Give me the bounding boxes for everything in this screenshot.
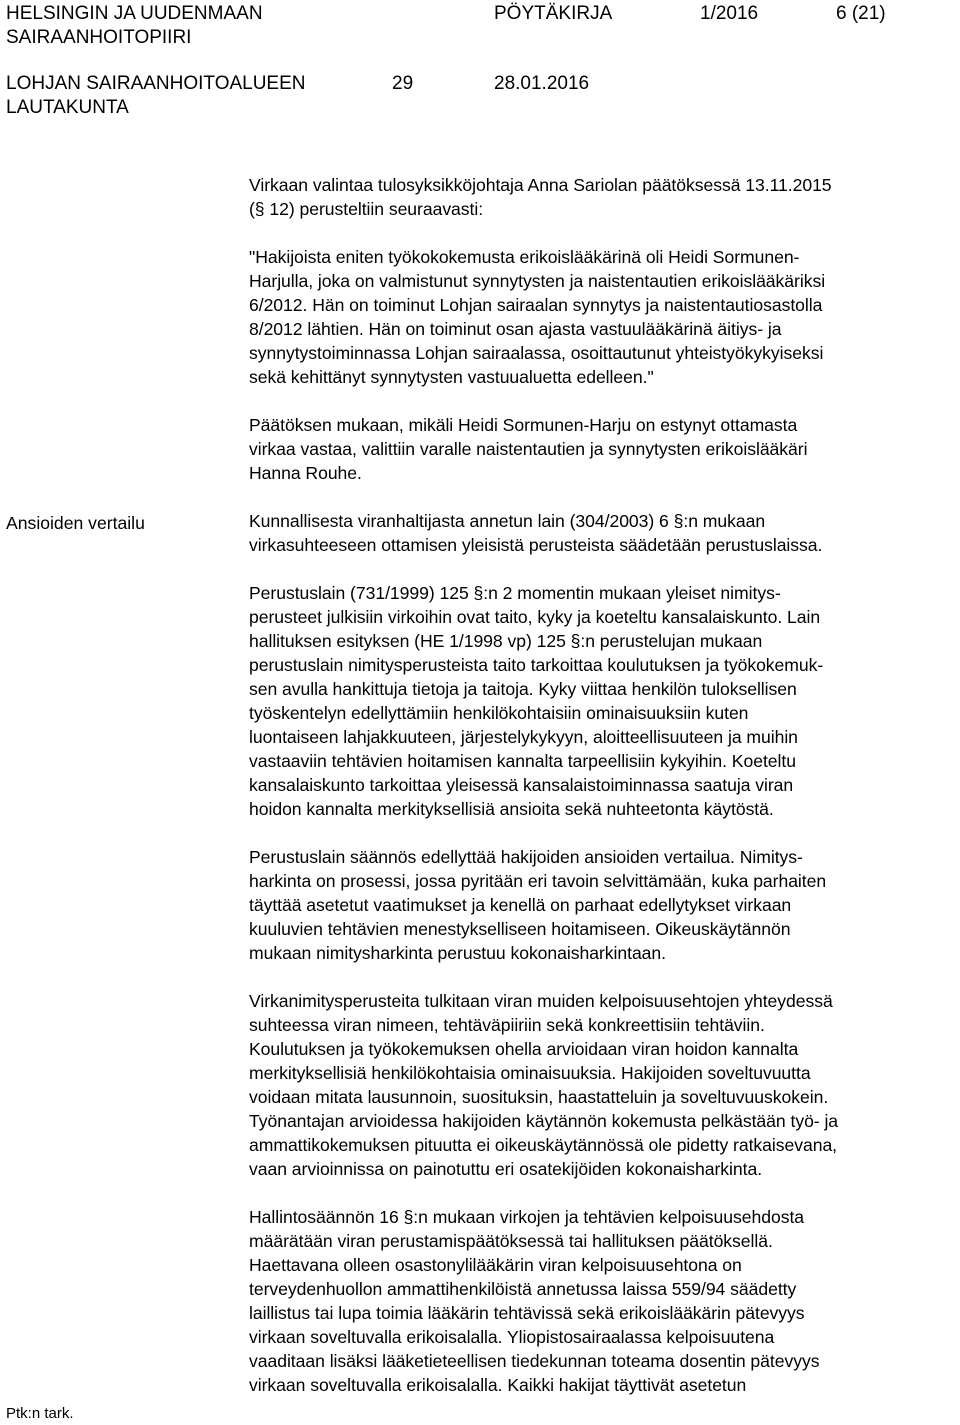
paragraph-line: hoidon kannalta merkityksellisiä ansioita sekä nuhteetonta käytöstä. [249, 799, 774, 819]
page-number: 6 (21) [836, 3, 886, 24]
paragraph-line: Työnantajan arvioidessa hakijoiden käytännön kokemusta pelkästään työ- ja [249, 1111, 839, 1131]
paragraph-line: määrätään viran perustamispäätöksessä tai hallituksen päätöksellä. [249, 1231, 773, 1251]
paragraph-line: kuuluvien tehtävien menestykselliseen hoitamiseen. Oikeuskäytännön [249, 919, 791, 939]
document-header [0, 0, 960, 120]
organization-name-line1: HELSINGIN JA UUDENMAAN [6, 3, 263, 24]
paragraph-line: vaan arvioinnissa on painotuttu eri osatekijöiden kokonaisharkinta. [249, 1159, 763, 1179]
organization-name-line2: SAIRAANHOITOPIIRI [6, 27, 192, 48]
paragraph-line: virkaan soveltuvalla erikoisalalla. Kaikki hakijat täyttivät asetetun [249, 1375, 747, 1395]
body-paragraph [249, 173, 955, 221]
body-paragraph [249, 581, 955, 821]
paragraph-line: ammattikokemuksen pituutta ei oikeuskäytännössä ole pidetty ratkaisevana, [249, 1135, 838, 1155]
paragraph-line: perustuslain nimitysperusteista taito tarkoittaa koulutuksen ja työkokemuk- [249, 655, 824, 675]
section-number: 29 [392, 73, 414, 94]
paragraph-line: harkinta on prosessi, jossa pyritään eri tavoin selvittämään, kuka parhaiten [249, 871, 827, 891]
paragraph-line: 8/2012 lähtien. Hän on toiminut osan ajasta vastuulääkärinä äitiys- ja [249, 319, 782, 339]
paragraph-line: hallituksen esityksen (HE 1/1998 vp) 125 §:n perustelujan mukaan [249, 631, 763, 651]
paragraph-line: Haettavana olleen osastonylilääkärin viran kelpoisuusehtona on [249, 1255, 742, 1275]
document-number: 1/2016 [700, 3, 759, 24]
paragraph-line: virkaan soveltuvalla erikoisalalla. Yliopistosairaalassa kelpoisuutena [249, 1327, 775, 1347]
paragraph-line: kansalaiskunto tarkoittaa yleisessä kansalaistoiminnassa saatuja viran [249, 775, 794, 795]
committee-name-line2: LAUTAKUNTA [6, 97, 129, 118]
paragraph-line: Päätöksen mukaan, mikäli Heidi Sormunen-Harju on estynyt ottamasta [249, 415, 798, 435]
meeting-date: 28.01.2016 [494, 73, 590, 94]
paragraph-line: vastaaviin tehtävien hoitamisen kannalta tarpeellisiin kykyihin. Koeteltu [249, 751, 796, 771]
document-type: PÖYTÄKIRJA [494, 3, 613, 24]
paragraph-line: Harjulla, joka on valmistunut synnytysten ja naistentautien erikoislääkäriksi [249, 271, 826, 291]
body-paragraph [249, 845, 955, 965]
paragraph-line: merkityksellisiä henkilökohtaisia ominaisuuksia. Hakijoiden soveltuvuutta [249, 1063, 811, 1083]
organization-name [6, 2, 263, 50]
paragraph-line: työskentelyn edellyttämiin henkilökohtaisiin ominaisuuksiin kuten [249, 703, 749, 723]
paragraph-line: voidaan mitata lausunnoin, suosituksin, haastatteluin ja soveltuvuuskokein. [249, 1087, 829, 1107]
paragraph-line: perusteet julkisiin virkoihin ovat taito, kyky ja koeteltu kansalaiskunto. Lain [249, 607, 821, 627]
paragraph-line: sekä kehittänyt synnytysten vastuualuetta edelleen." [249, 367, 654, 387]
body-paragraph [249, 509, 955, 557]
paragraph-line: synnytystoiminnassa Lohjan sairaalassa, osoittautunut yhteistyökykyiseksi [249, 343, 824, 363]
paragraph-line: (§ 12) perusteltiin seuraavasti: [249, 199, 484, 219]
body-paragraph [249, 245, 955, 389]
paragraph-line: sen avulla hankittuja tietoja ja taitoja. Kyky viittaa henkilön tuloksellisen [249, 679, 797, 699]
paragraph-line: 6/2012. Hän on toiminut Lohjan sairaalan synnytys ja naistentautiosastolla [249, 295, 823, 315]
paragraph-line: Hallintosäännön 16 §:n mukaan virkojen ja tehtävien kelpoisuusehdosta [249, 1207, 805, 1227]
paragraph-line: Koulutuksen ja työkokemuksen ohella arvioidaan viran hoidon kannalta [249, 1039, 799, 1059]
paragraph-line: Kunnallisesta viranhaltijasta annetun lain (304/2003) 6 §:n mukaan [249, 511, 766, 531]
paragraph-line: "Hakijoista eniten työkokokemusta erikoislääkärinä oli Heidi Sormunen- [249, 247, 800, 267]
paragraph-line: laillistus tai lupa toimia lääkärin tehtävissä sekä erikoislääkärin pätevyys [249, 1303, 805, 1323]
paragraph-line: mukaan nimitysharkinta perustuu kokonaisharkintaan. [249, 943, 666, 963]
paragraph-line: virkaa vastaa, valittiin varalle naistentautien ja synnytysten erikoislääkäri [249, 439, 808, 459]
paragraph-line: vaaditaan lisäksi lääketieteellisen tiedekunnan toteama dosentin pätevyys [249, 1351, 820, 1371]
paragraph-line: suhteessa viran nimeen, tehtäväpiiriin sekä konkreettisiin tehtäviin. [249, 1015, 765, 1035]
body-paragraph [249, 413, 955, 485]
paragraph-line: virkasuhteeseen ottamisen yleisistä perusteista säädetään perustuslaissa. [249, 535, 823, 555]
paragraph-line: Hanna Rouhe. [249, 463, 362, 483]
paragraph-line: täyttää asetetut vaatimukset ja kenellä on parhaat edellytykset virkaan [249, 895, 792, 915]
body-paragraph [249, 989, 955, 1181]
paragraph-line: luontaiseen lahjakkuuteen, järjestelykykyyn, aloitteellisuuteen ja muihin [249, 727, 798, 747]
document-body [249, 173, 955, 1421]
paragraph-line: terveydenhuollon ammattihenkilöistä annetussa laissa 559/94 säädetty [249, 1279, 797, 1299]
side-heading-merit-comparison: Ansioiden vertailu [6, 513, 145, 533]
committee-name [6, 72, 306, 120]
paragraph-line: Perustuslain säännös edellyttää hakijoiden ansioiden vertailua. Nimitys- [249, 847, 803, 867]
paragraph-line: Virkanimitysperusteita tulkitaan viran muiden kelpoisuusehtojen yhteydessä [249, 991, 833, 1011]
body-paragraph [249, 1205, 955, 1397]
committee-name-line1: LOHJAN SAIRAANHOITOALUEEN [6, 73, 306, 94]
footer-checker-note: Ptk:n tark. [6, 1405, 74, 1422]
paragraph-line: Virkaan valintaa tulosyksikköjohtaja Anna Sariolan päätöksessä 13.11.2015 [249, 175, 832, 195]
paragraph-line: Perustuslain (731/1999) 125 §:n 2 momentin mukaan yleiset nimitys- [249, 583, 781, 603]
